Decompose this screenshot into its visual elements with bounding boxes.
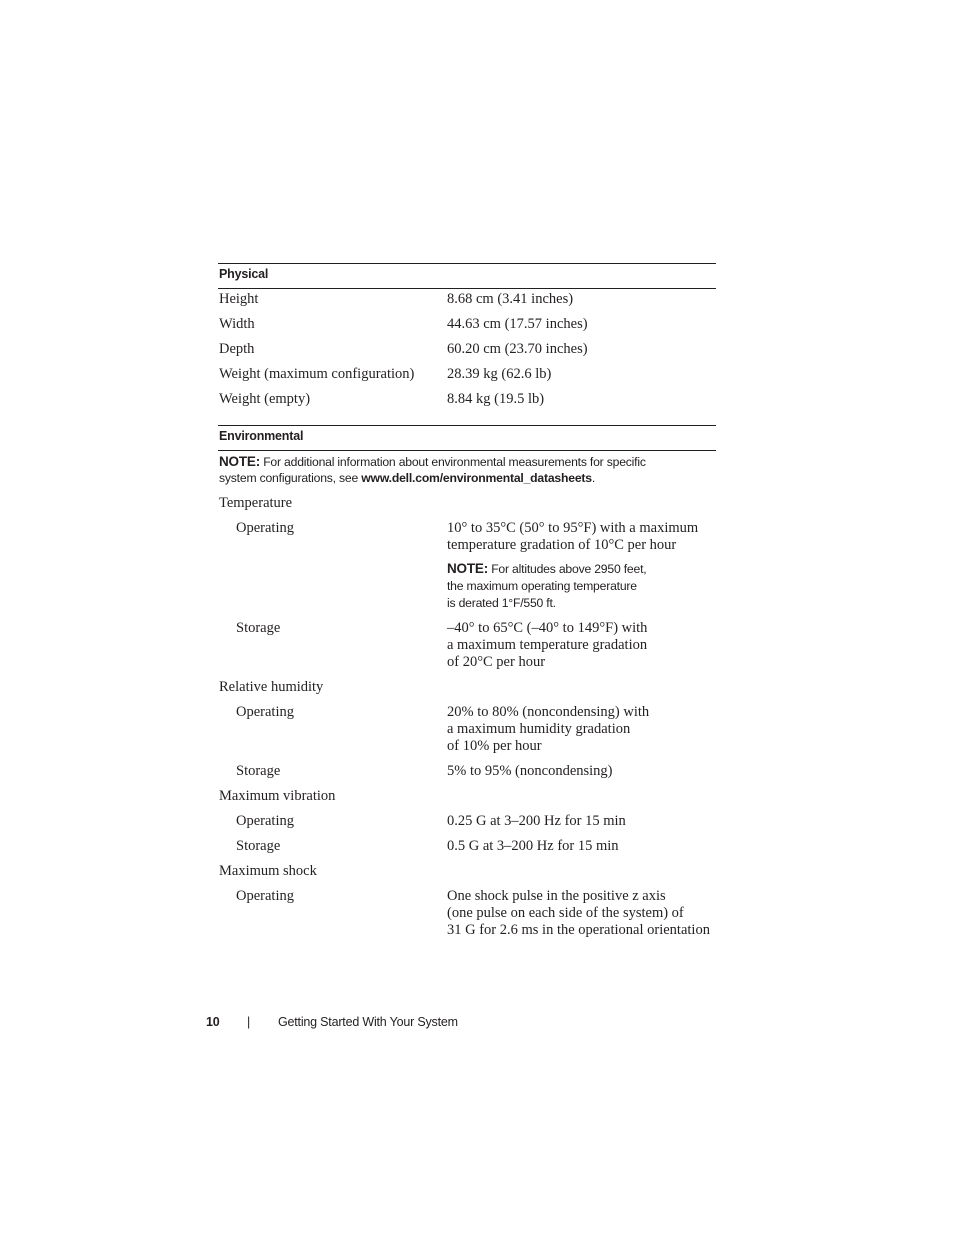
height-value: 8.68 cm (3.41 inches): [447, 291, 574, 307]
temperature-note-line-3: is derated 1°F/550 ft.: [447, 596, 556, 610]
footer-separator: |: [247, 1015, 251, 1029]
temperature-note-text-1: For altitudes above 2950 feet,: [491, 562, 647, 576]
vibration-storage-label: Storage: [236, 838, 281, 854]
temperature-operating-label: Operating: [236, 520, 294, 536]
temperature-note-label: NOTE:: [447, 561, 488, 576]
page-number: 10: [206, 1015, 220, 1029]
vibration-storage-value: 0.5 G at 3–200 Hz for 15 min: [447, 838, 619, 854]
shock-label: Maximum shock: [219, 863, 317, 879]
temperature-operating-value-2: temperature gradation of 10°C per hour: [447, 537, 677, 553]
temperature-storage-value-2: a maximum temperature gradation: [447, 637, 648, 653]
weight-max-value: 28.39 kg (62.6 lb): [447, 366, 552, 382]
temperature-operating-value-1: 10° to 35°C (50° to 95°F) with a maximum: [447, 520, 699, 536]
humidity-label: Relative humidity: [219, 679, 324, 695]
environmental-header-label: Environmental: [219, 429, 304, 443]
vibration-operating-value: 0.25 G at 3–200 Hz for 15 min: [447, 813, 626, 829]
note-text-1: For additional information about environmental measurements for specific: [263, 455, 646, 469]
temperature-storage-value-3: of 20°C per hour: [447, 654, 546, 670]
temperature-note-line-2: the maximum operating temperature: [447, 579, 637, 593]
temperature-storage-value-1: –40° to 65°C (–40° to 149°F) with: [447, 620, 648, 636]
note-text-2-pre: system configurations, see: [219, 471, 362, 485]
height-label: Height: [219, 291, 259, 307]
humidity-operating-value-3: of 10% per hour: [447, 738, 542, 754]
weight-empty-value: 8.84 kg (19.5 lb): [447, 391, 545, 407]
vibration-label: Maximum vibration: [219, 788, 336, 804]
humidity-operating-value-2: a maximum humidity gradation: [447, 721, 631, 737]
humidity-storage-label: Storage: [236, 763, 281, 779]
weight-empty-label: Weight (empty): [219, 391, 311, 407]
humidity-storage-value: 5% to 95% (noncondensing): [447, 763, 613, 779]
width-value: 44.63 cm (17.57 inches): [447, 316, 588, 332]
note-label: NOTE:: [219, 454, 260, 469]
environmental-note-line-2: [219, 470, 595, 487]
width-label: Width: [219, 316, 255, 332]
note-text-2-post: .: [591, 471, 596, 485]
datasheets-link[interactable]: www.dell.com/environmental_datasheets: [361, 471, 592, 485]
weight-max-label: Weight (maximum configuration): [219, 366, 415, 382]
shock-operating-value-3: 31 G for 2.6 ms in the operational orientation: [447, 922, 710, 938]
shock-operating-value-2: (one pulse on each side of the system) of: [447, 905, 684, 921]
shock-operating-value-1: One shock pulse in the positive z axis: [447, 888, 666, 904]
environmental-note-line-1: [219, 453, 646, 471]
environmental-section-header: [218, 425, 716, 451]
humidity-operating-label: Operating: [236, 704, 294, 720]
temperature-note-line-1: [447, 560, 646, 578]
shock-operating-label: Operating: [236, 888, 294, 904]
temperature-storage-label: Storage: [236, 620, 281, 636]
temperature-label: Temperature: [219, 495, 293, 511]
physical-header-label: Physical: [219, 267, 269, 281]
vibration-operating-label: Operating: [236, 813, 294, 829]
physical-section-header: [218, 263, 716, 289]
humidity-operating-value-1: 20% to 80% (noncondensing) with: [447, 704, 650, 720]
depth-value: 60.20 cm (23.70 inches): [447, 341, 588, 357]
depth-label: Depth: [219, 341, 255, 357]
footer-title: Getting Started With Your System: [278, 1015, 458, 1029]
